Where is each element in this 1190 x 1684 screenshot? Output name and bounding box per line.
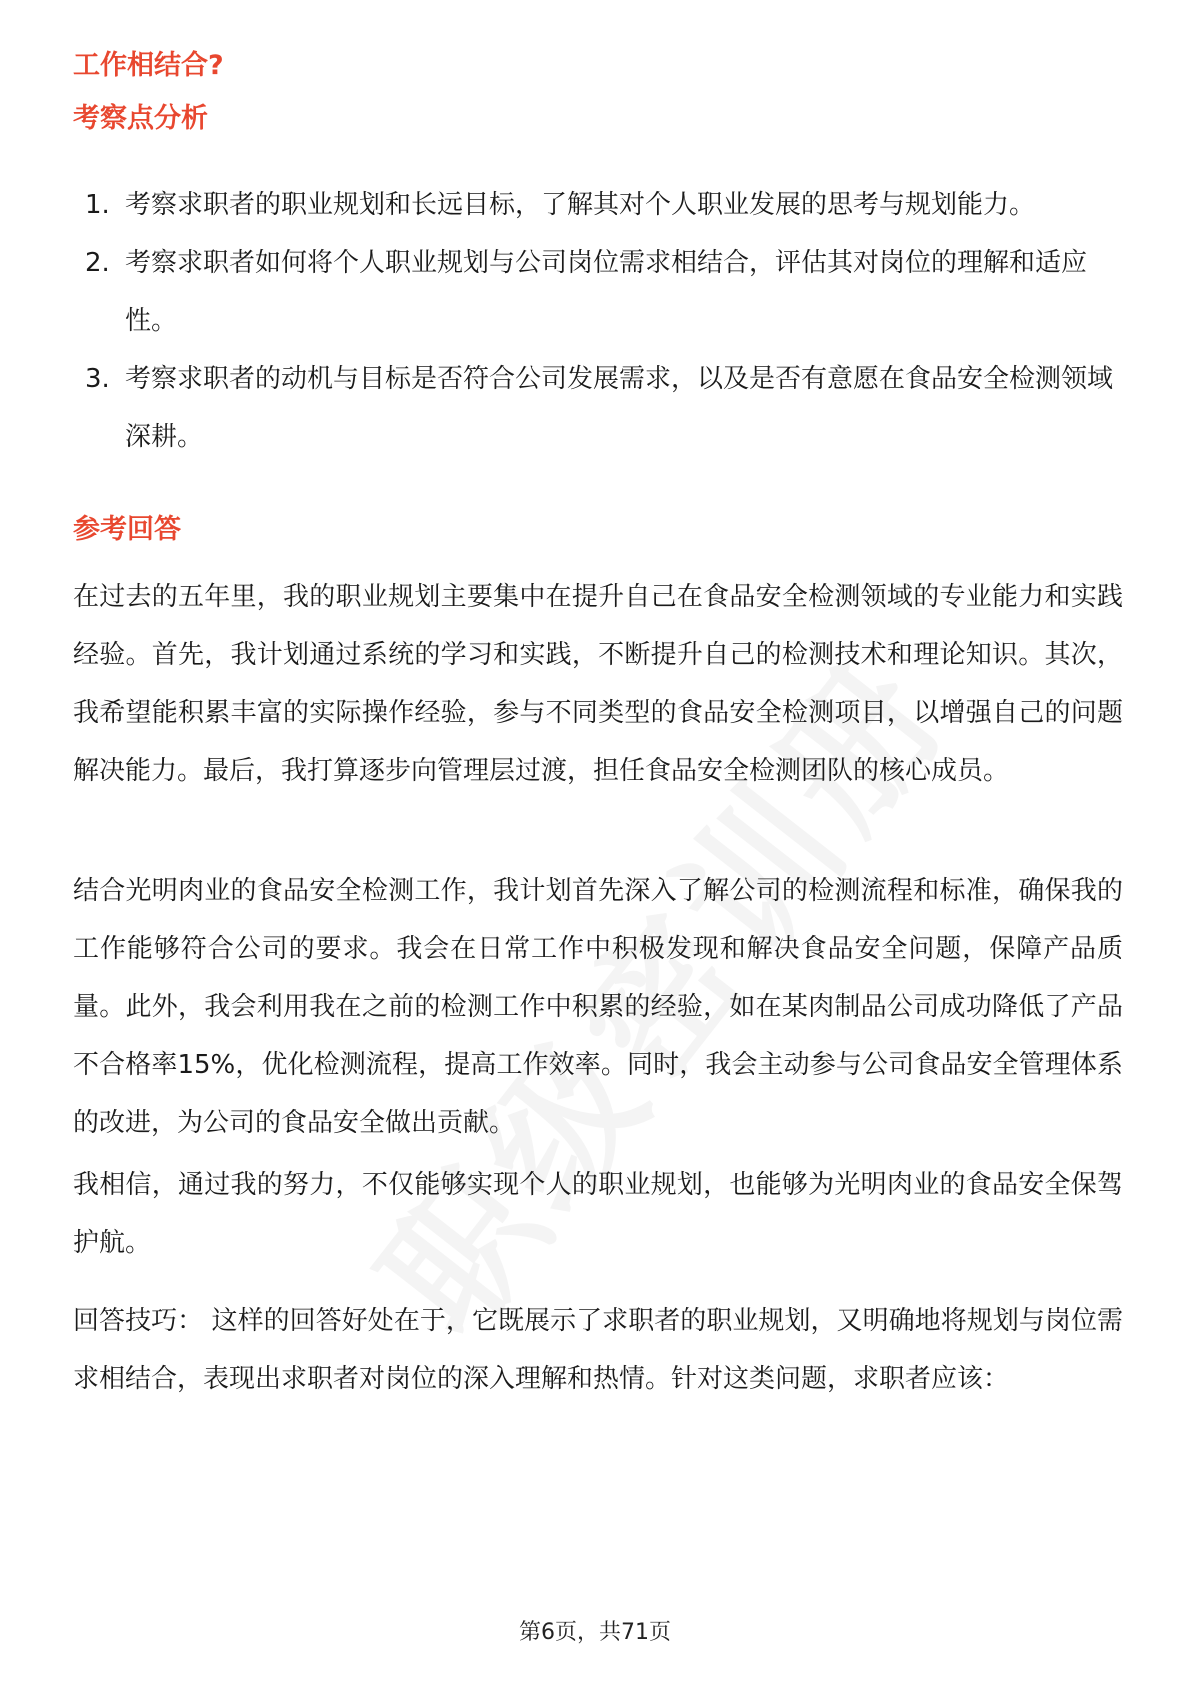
analysis-heading: 考察点分析 (73, 103, 208, 134)
answer-tips-paragraph: 回答技巧： 这样的回答好处在于，它既展示了求职者的职业规划，又明确地将规划与岗位需求相结合，表现出求职者对岗位的深入理解和热情。针对这类问题，求职者应该： (73, 1306, 1123, 1394)
list-item (73, 350, 1123, 466)
reference-answer-heading: 参考回答 (73, 514, 181, 545)
list-number: 1. (85, 190, 110, 220)
answer-paragraph-3: 我相信，通过我的努力，不仅能够实现个人的职业规划，也能够为光明肉业的食品安全保驾护航。 (73, 1170, 1123, 1258)
list-number: 3. (85, 364, 110, 394)
list-item (73, 176, 1123, 234)
analysis-list (73, 176, 1123, 466)
list-item (73, 234, 1123, 350)
list-text: 考察求职者的职业规划和长远目标，了解其对个人职业发展的思考与规划能力。 (125, 190, 1036, 220)
continued-question-title: 工作相结合? (73, 50, 224, 81)
list-text: 考察求职者的动机与目标是否符合公司发展需求，以及是否有意愿在食品安全检测领域深耕。 (125, 364, 1114, 452)
list-text: 考察求职者如何将个人职业规划与公司岗位需求相结合，评估其对岗位的理解和适应性。 (125, 248, 1088, 336)
list-number: 2. (85, 248, 110, 278)
page-number: 第6页，共71页 (519, 1620, 671, 1645)
answer-paragraph-2: 结合光明肉业的食品安全检测工作，我计划首先深入了解公司的检测流程和标准，确保我的工作能够符合公司的要求。我会在日常工作中积极发现和解决食品安全问题，保障产品质量。此外，我会利用我在之前的检测工作中积累的经验，如在某肉制品公司成功降低了产品不合格率15%，优化检测流程，提高工作效率。同时，我会主动参与公司食品安全管理体系的改进，为公司的食品安全做出贡献。 (73, 876, 1123, 1138)
answer-paragraph-1: 在过去的五年里，我的职业规划主要集中在提升自己在食品安全检测领域的专业能力和实践经验。首先，我计划通过系统的学习和实践，不断提升自己的检测技术和理论知识。其次，我希望能积累丰富的实际操作经验，参与不同类型的食品安全检测项目，以增强自己的问题解决能力。最后，我打算逐步向管理层过渡，担任食品安全检测团队的核心成员。 (73, 582, 1123, 786)
